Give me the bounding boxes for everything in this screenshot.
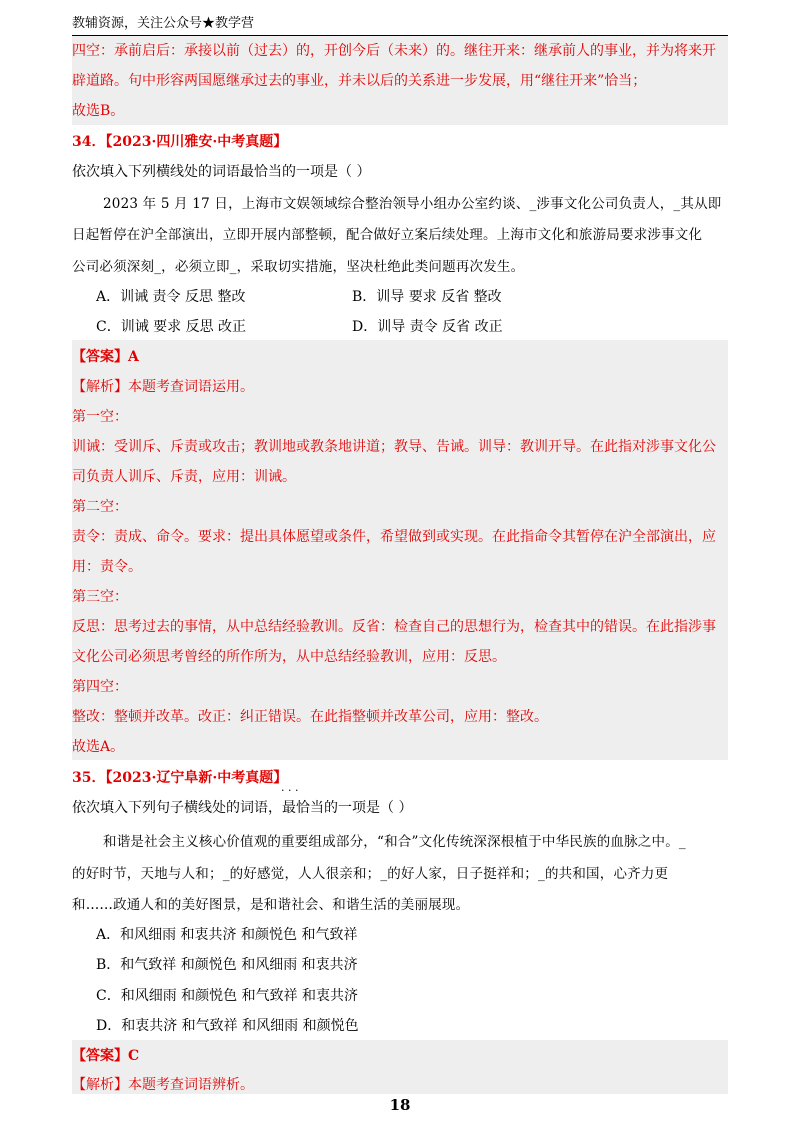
analysis-label: 【解析】本题考查词语运用。: [72, 379, 254, 395]
blank-heading: 第二空：: [72, 499, 128, 515]
prev-analysis-line: 四空：承前启后：承接以前（过去）的，开创今后（未来）的。继往开来：继承前人的事业，并为将来开: [72, 43, 716, 59]
question-number: 35．: [72, 770, 106, 786]
prev-analysis-line: 辟道路。句中形容两国愿继承过去的事业，并未以后的关系进一步发展，用“继往开来”恰当；: [72, 73, 647, 89]
option-d: D．和衷共济 和气致祥 和风细雨 和颜悦色: [96, 1018, 359, 1034]
passage-line: 公司必须深刻_，必须立即_，采取切实措施，坚决杜绝此类问题再次发生。: [72, 259, 525, 275]
option-c: C．和风细雨 和颜悦色 和气致祥 和衷共济: [96, 988, 359, 1004]
stem-prefix: 依次填入下列句子横线处的词语，: [72, 800, 282, 816]
answer-label: 【答案】C: [72, 1048, 140, 1064]
option-b: B．和气致祥 和颜悦色 和风细雨 和衷共济: [96, 957, 358, 973]
option-c: C．训诫 要求 反思 改正: [96, 319, 247, 335]
question-number: 34．: [72, 134, 106, 150]
emphasis-dotted-text: · · · 最恰当: [282, 797, 324, 817]
question-stem: 依次填入下列横线处的词语最恰当的一项是（ ）: [72, 164, 371, 180]
analysis-line: 文化公司必须思考曾经的所作所为，从中总结经验教训，应用：反思。: [72, 649, 506, 665]
blank-heading: 第四空：: [72, 679, 128, 695]
passage-line: 日起暂停在沪全部演出，立即开展内部整顿，配合做好立案后续处理。上海市文化和旅游局要求涉事文化: [72, 227, 703, 243]
answer-label: 【答案】A: [72, 349, 139, 365]
prev-conclusion: 故选B。: [72, 103, 125, 119]
question-source: 【2023·辽宁阜新·中考真题】: [105, 770, 288, 786]
passage-line: 和谐是社会主义核心价值观的重要组成部分，“和合”文化传统深深根植于中华民族的血脉之中。_: [103, 834, 686, 850]
analysis-label: 【解析】本题考查词语辨析。: [72, 1077, 254, 1093]
option-b: B．训导 要求 反省 整改: [352, 289, 502, 305]
analysis-line: 司负责人训斥、斥责，应用：训诫。: [72, 469, 296, 485]
blank-heading: 第一空：: [72, 409, 128, 425]
question-34-header: [72, 131, 287, 151]
page-number: 18: [389, 1096, 411, 1114]
analysis-line: 责令：责成、命令。要求：提出具体愿望或条件，希望做到或实现。在此指命令其暂停在沪全部演出，应: [72, 529, 716, 545]
analysis-line: 用：责令。: [72, 559, 142, 575]
option-a: A．训诫 责令 反思 整改: [96, 289, 246, 305]
blank-heading: 第三空：: [72, 589, 128, 605]
passage-line: 的好时节，天地与人和；_的好感觉，人人很亲和；_的好人家，日子挺祥和；_的共和国，心齐力更: [72, 866, 669, 882]
question-35-header: [72, 767, 287, 787]
analysis-line: 整改：整顿并改革。改正：纠正错误。在此指整顿并改革公司，应用：整改。: [72, 709, 548, 725]
stem-suffix: 的一项是（ ）: [324, 800, 413, 816]
question-source: 【2023·四川雅安·中考真题】: [105, 134, 288, 150]
passage-line: 和……政通人和的美好图景，是和谐社会、和谐生活的美丽展现。: [72, 897, 470, 913]
answer-block: [72, 340, 728, 760]
analysis-line: 反思：思考过去的事情，从中总结经验教训。反省：检查自己的思想行为，检查其中的错误。在此指涉事: [72, 619, 716, 635]
page-header: 教辅资源，关注公众号★教学营: [72, 14, 728, 36]
analysis-line: 训诫：受训斥、斥责或攻击；教训地或教条地讲道；教导、告诫。训导：教训开导。在此指对涉事文化公: [72, 439, 716, 455]
passage-line: 2023 年 5 月 17 日，上海市文娱领域综合整治领导小组办公室约谈、_涉事文化公司负责人，_其从即: [103, 196, 722, 212]
option-a: A．和风细雨 和衷共济 和颜悦色 和气致祥: [96, 927, 358, 943]
conclusion: 故选A。: [72, 739, 125, 755]
option-d: D．训导 责令 反省 改正: [352, 319, 503, 335]
question-stem: [72, 797, 412, 817]
